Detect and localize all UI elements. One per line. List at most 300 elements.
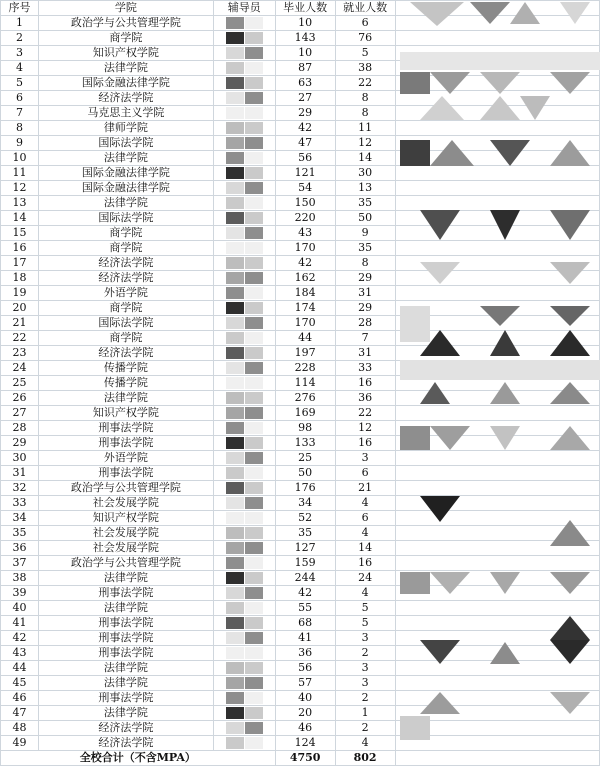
row-employed: 5 <box>335 616 395 631</box>
row-number: 47 <box>1 706 39 721</box>
redaction-block <box>245 677 263 689</box>
row-counselor-redacted <box>213 121 275 136</box>
table-row <box>1 616 600 631</box>
row-counselor-redacted <box>213 616 275 631</box>
redaction-block <box>245 512 263 524</box>
row-employed: 28 <box>335 316 395 331</box>
row-blank <box>395 271 599 286</box>
row-graduates: 174 <box>275 301 335 316</box>
row-blank <box>395 421 599 436</box>
row-college: 经济法学院 <box>38 271 213 286</box>
table-row <box>1 571 600 586</box>
row-college: 法律学院 <box>38 196 213 211</box>
row-number: 22 <box>1 331 39 346</box>
table-row <box>1 136 600 151</box>
row-college: 律师学院 <box>38 121 213 136</box>
redaction-block <box>245 212 263 224</box>
row-college: 商学院 <box>38 301 213 316</box>
redaction-block <box>245 287 263 299</box>
row-blank <box>395 616 599 631</box>
row-counselor-redacted <box>213 571 275 586</box>
row-graduates: 170 <box>275 316 335 331</box>
row-number: 34 <box>1 511 39 526</box>
header-graduates: 毕业人数 <box>275 1 335 16</box>
row-blank <box>395 316 599 331</box>
redaction-block <box>226 32 244 44</box>
header-employed: 就业人数 <box>335 1 395 16</box>
table-row <box>1 436 600 451</box>
redaction-block <box>245 107 263 119</box>
header-college: 学院 <box>38 1 213 16</box>
redaction-block <box>226 362 244 374</box>
row-employed: 24 <box>335 571 395 586</box>
redaction-block <box>245 647 263 659</box>
table-row <box>1 301 600 316</box>
redaction-block <box>245 377 263 389</box>
row-number: 13 <box>1 196 39 211</box>
row-number: 14 <box>1 211 39 226</box>
redaction-block <box>245 32 263 44</box>
row-graduates: 133 <box>275 436 335 451</box>
row-counselor-redacted <box>213 481 275 496</box>
row-employed: 4 <box>335 526 395 541</box>
row-counselor-redacted <box>213 181 275 196</box>
row-graduates: 150 <box>275 196 335 211</box>
redaction-block <box>245 227 263 239</box>
row-blank <box>395 136 599 151</box>
table-row <box>1 331 600 346</box>
row-college: 商学院 <box>38 31 213 46</box>
row-blank <box>395 76 599 91</box>
redaction-block <box>245 272 263 284</box>
row-counselor-redacted <box>213 76 275 91</box>
redaction-block <box>245 587 263 599</box>
row-graduates: 63 <box>275 76 335 91</box>
row-blank <box>395 586 599 601</box>
row-employed: 8 <box>335 106 395 121</box>
row-college: 刑事法学院 <box>38 436 213 451</box>
row-employed: 35 <box>335 196 395 211</box>
row-counselor-redacted <box>213 31 275 46</box>
table-row <box>1 31 600 46</box>
row-graduates: 244 <box>275 571 335 586</box>
row-number: 38 <box>1 571 39 586</box>
redaction-block <box>226 302 244 314</box>
row-graduates: 159 <box>275 556 335 571</box>
row-number: 40 <box>1 601 39 616</box>
row-blank <box>395 511 599 526</box>
redaction-block <box>226 557 244 569</box>
row-blank <box>395 106 599 121</box>
row-counselor-redacted <box>213 61 275 76</box>
redaction-block <box>226 47 244 59</box>
redaction-block <box>226 152 244 164</box>
table-row <box>1 256 600 271</box>
table-row <box>1 346 600 361</box>
row-counselor-redacted <box>213 151 275 166</box>
redaction-block <box>245 332 263 344</box>
row-counselor-redacted <box>213 136 275 151</box>
row-number: 18 <box>1 271 39 286</box>
row-counselor-redacted <box>213 661 275 676</box>
row-blank <box>395 526 599 541</box>
table-row <box>1 76 600 91</box>
row-graduates: 27 <box>275 91 335 106</box>
redaction-block <box>226 482 244 494</box>
row-number: 25 <box>1 376 39 391</box>
redaction-block <box>245 707 263 719</box>
row-graduates: 57 <box>275 676 335 691</box>
table-row <box>1 496 600 511</box>
row-blank <box>395 166 599 181</box>
row-college: 政治学与公共管理学院 <box>38 16 213 31</box>
row-number: 8 <box>1 121 39 136</box>
redaction-block <box>226 317 244 329</box>
redaction-block <box>245 77 263 89</box>
row-blank <box>395 16 599 31</box>
row-number: 43 <box>1 646 39 661</box>
row-employed: 31 <box>335 286 395 301</box>
redaction-block <box>245 137 263 149</box>
row-number: 33 <box>1 496 39 511</box>
redaction-block <box>245 152 263 164</box>
table-row <box>1 676 600 691</box>
table-row <box>1 466 600 481</box>
row-blank <box>395 46 599 61</box>
row-number: 31 <box>1 466 39 481</box>
row-college: 法律学院 <box>38 661 213 676</box>
row-number: 9 <box>1 136 39 151</box>
row-blank <box>395 301 599 316</box>
table-row <box>1 541 600 556</box>
row-counselor-redacted <box>213 361 275 376</box>
row-number: 29 <box>1 436 39 451</box>
table-row <box>1 91 600 106</box>
redaction-block <box>226 587 244 599</box>
row-college: 国际金融法律学院 <box>38 181 213 196</box>
redaction-block <box>226 17 244 29</box>
row-employed: 22 <box>335 406 395 421</box>
row-college: 法律学院 <box>38 61 213 76</box>
row-employed: 8 <box>335 256 395 271</box>
row-employed: 7 <box>335 331 395 346</box>
row-counselor-redacted <box>213 691 275 706</box>
redaction-block <box>226 722 244 734</box>
row-employed: 2 <box>335 646 395 661</box>
row-employed: 9 <box>335 226 395 241</box>
row-graduates: 35 <box>275 526 335 541</box>
row-counselor-redacted <box>213 736 275 751</box>
row-employed: 16 <box>335 556 395 571</box>
row-blank <box>395 226 599 241</box>
row-blank <box>395 691 599 706</box>
row-employed: 16 <box>335 436 395 451</box>
row-employed: 35 <box>335 241 395 256</box>
row-counselor-redacted <box>213 211 275 226</box>
row-blank <box>395 31 599 46</box>
row-graduates: 176 <box>275 481 335 496</box>
row-blank <box>395 466 599 481</box>
total-employed: 802 <box>335 751 395 766</box>
redaction-block <box>245 197 263 209</box>
redaction-block <box>226 332 244 344</box>
redaction-block <box>226 422 244 434</box>
row-college: 法律学院 <box>38 391 213 406</box>
row-number: 21 <box>1 316 39 331</box>
row-college: 知识产权学院 <box>38 511 213 526</box>
row-blank <box>395 196 599 211</box>
redaction-block <box>245 422 263 434</box>
table-row <box>1 526 600 541</box>
redaction-block <box>226 257 244 269</box>
total-row <box>1 751 600 766</box>
redaction-block <box>226 527 244 539</box>
row-graduates: 41 <box>275 631 335 646</box>
table-row <box>1 721 600 736</box>
row-number: 48 <box>1 721 39 736</box>
row-number: 17 <box>1 256 39 271</box>
table-row <box>1 106 600 121</box>
row-blank <box>395 361 599 376</box>
row-employed: 5 <box>335 601 395 616</box>
row-graduates: 170 <box>275 241 335 256</box>
table-row <box>1 691 600 706</box>
row-counselor-redacted <box>213 241 275 256</box>
row-number: 36 <box>1 541 39 556</box>
redaction-block <box>226 602 244 614</box>
row-graduates: 127 <box>275 541 335 556</box>
table-row <box>1 736 600 751</box>
row-employed: 8 <box>335 91 395 106</box>
redaction-block <box>245 437 263 449</box>
row-blank <box>395 721 599 736</box>
row-number: 19 <box>1 286 39 301</box>
row-college: 法律学院 <box>38 676 213 691</box>
row-college: 社会发展学院 <box>38 541 213 556</box>
row-graduates: 220 <box>275 211 335 226</box>
row-college: 社会发展学院 <box>38 526 213 541</box>
redaction-block <box>245 122 263 134</box>
row-graduates: 143 <box>275 31 335 46</box>
row-employed: 14 <box>335 151 395 166</box>
redaction-block <box>226 617 244 629</box>
row-graduates: 42 <box>275 586 335 601</box>
row-counselor-redacted <box>213 706 275 721</box>
row-blank <box>395 601 599 616</box>
row-blank <box>395 646 599 661</box>
redaction-block <box>245 407 263 419</box>
redaction-block <box>226 182 244 194</box>
row-employed: 6 <box>335 511 395 526</box>
row-graduates: 169 <box>275 406 335 421</box>
row-number: 27 <box>1 406 39 421</box>
row-blank <box>395 91 599 106</box>
row-college: 刑事法学院 <box>38 691 213 706</box>
redaction-block <box>226 572 244 584</box>
header-row <box>1 1 600 16</box>
row-college: 传播学院 <box>38 361 213 376</box>
row-employed: 3 <box>335 676 395 691</box>
table-row <box>1 406 600 421</box>
row-counselor-redacted <box>213 406 275 421</box>
redaction-block <box>245 692 263 704</box>
redaction-block <box>226 512 244 524</box>
redaction-block <box>245 467 263 479</box>
row-college: 经济法学院 <box>38 346 213 361</box>
row-number: 49 <box>1 736 39 751</box>
row-number: 46 <box>1 691 39 706</box>
row-number: 6 <box>1 91 39 106</box>
row-counselor-redacted <box>213 421 275 436</box>
row-number: 3 <box>1 46 39 61</box>
row-number: 30 <box>1 451 39 466</box>
row-college: 法律学院 <box>38 601 213 616</box>
row-college: 刑事法学院 <box>38 466 213 481</box>
row-counselor-redacted <box>213 271 275 286</box>
row-college: 法律学院 <box>38 151 213 166</box>
row-employed: 50 <box>335 211 395 226</box>
redaction-block <box>226 392 244 404</box>
row-counselor-redacted <box>213 556 275 571</box>
row-employed: 36 <box>335 391 395 406</box>
row-blank <box>395 556 599 571</box>
redaction-block <box>245 47 263 59</box>
row-number: 24 <box>1 361 39 376</box>
redaction-block <box>245 497 263 509</box>
row-employed: 29 <box>335 301 395 316</box>
row-employed: 4 <box>335 736 395 751</box>
row-graduates: 43 <box>275 226 335 241</box>
table-row <box>1 451 600 466</box>
row-blank <box>395 631 599 646</box>
row-blank <box>395 256 599 271</box>
row-employed: 14 <box>335 541 395 556</box>
row-graduates: 20 <box>275 706 335 721</box>
row-number: 5 <box>1 76 39 91</box>
total-graduates: 4750 <box>275 751 335 766</box>
redaction-block <box>245 317 263 329</box>
redaction-block <box>226 707 244 719</box>
row-graduates: 52 <box>275 511 335 526</box>
row-college: 刑事法学院 <box>38 616 213 631</box>
redaction-block <box>245 527 263 539</box>
row-counselor-redacted <box>213 541 275 556</box>
row-counselor-redacted <box>213 601 275 616</box>
row-counselor-redacted <box>213 376 275 391</box>
row-number: 16 <box>1 241 39 256</box>
row-counselor-redacted <box>213 166 275 181</box>
row-graduates: 40 <box>275 691 335 706</box>
row-counselor-redacted <box>213 16 275 31</box>
row-graduates: 29 <box>275 106 335 121</box>
row-employed: 38 <box>335 61 395 76</box>
row-college: 经济法学院 <box>38 256 213 271</box>
redaction-block <box>245 347 263 359</box>
row-graduates: 162 <box>275 271 335 286</box>
redaction-block <box>226 452 244 464</box>
redaction-block <box>245 452 263 464</box>
redaction-block <box>245 602 263 614</box>
table-row <box>1 226 600 241</box>
redaction-block <box>245 392 263 404</box>
redaction-block <box>226 542 244 554</box>
row-number: 28 <box>1 421 39 436</box>
row-number: 44 <box>1 661 39 676</box>
row-employed: 4 <box>335 586 395 601</box>
table-row <box>1 421 600 436</box>
table-row <box>1 511 600 526</box>
redaction-block <box>245 617 263 629</box>
row-blank <box>395 121 599 136</box>
row-graduates: 98 <box>275 421 335 436</box>
redaction-block <box>226 107 244 119</box>
redaction-block <box>226 497 244 509</box>
row-counselor-redacted <box>213 346 275 361</box>
table-row <box>1 631 600 646</box>
row-blank <box>395 391 599 406</box>
row-blank <box>395 241 599 256</box>
row-college: 刑事法学院 <box>38 631 213 646</box>
row-graduates: 124 <box>275 736 335 751</box>
row-number: 37 <box>1 556 39 571</box>
row-graduates: 54 <box>275 181 335 196</box>
row-employed: 30 <box>335 166 395 181</box>
table-row <box>1 211 600 226</box>
row-college: 国际金融法律学院 <box>38 76 213 91</box>
row-graduates: 46 <box>275 721 335 736</box>
row-graduates: 50 <box>275 466 335 481</box>
table-row <box>1 376 600 391</box>
row-blank <box>395 481 599 496</box>
row-employed: 29 <box>335 271 395 286</box>
row-number: 35 <box>1 526 39 541</box>
redaction-block <box>226 272 244 284</box>
redaction-block <box>226 632 244 644</box>
row-employed: 2 <box>335 691 395 706</box>
row-counselor-redacted <box>213 316 275 331</box>
row-employed: 3 <box>335 661 395 676</box>
table-row <box>1 316 600 331</box>
table-row <box>1 166 600 181</box>
table-row <box>1 241 600 256</box>
redaction-block <box>226 647 244 659</box>
row-employed: 13 <box>335 181 395 196</box>
row-college: 刑事法学院 <box>38 586 213 601</box>
redaction-block <box>245 62 263 74</box>
row-number: 12 <box>1 181 39 196</box>
row-graduates: 34 <box>275 496 335 511</box>
row-employed: 4 <box>335 496 395 511</box>
row-blank <box>395 736 599 751</box>
redaction-block <box>245 92 263 104</box>
row-number: 39 <box>1 586 39 601</box>
table-row <box>1 481 600 496</box>
row-counselor-redacted <box>213 676 275 691</box>
row-graduates: 42 <box>275 256 335 271</box>
table-row <box>1 646 600 661</box>
row-graduates: 56 <box>275 151 335 166</box>
row-employed: 6 <box>335 16 395 31</box>
row-graduates: 47 <box>275 136 335 151</box>
row-college: 经济法学院 <box>38 736 213 751</box>
redaction-block <box>226 437 244 449</box>
redaction-block <box>245 362 263 374</box>
table-row <box>1 286 600 301</box>
table-row <box>1 391 600 406</box>
row-graduates: 228 <box>275 361 335 376</box>
row-college: 国际法学院 <box>38 316 213 331</box>
row-graduates: 68 <box>275 616 335 631</box>
